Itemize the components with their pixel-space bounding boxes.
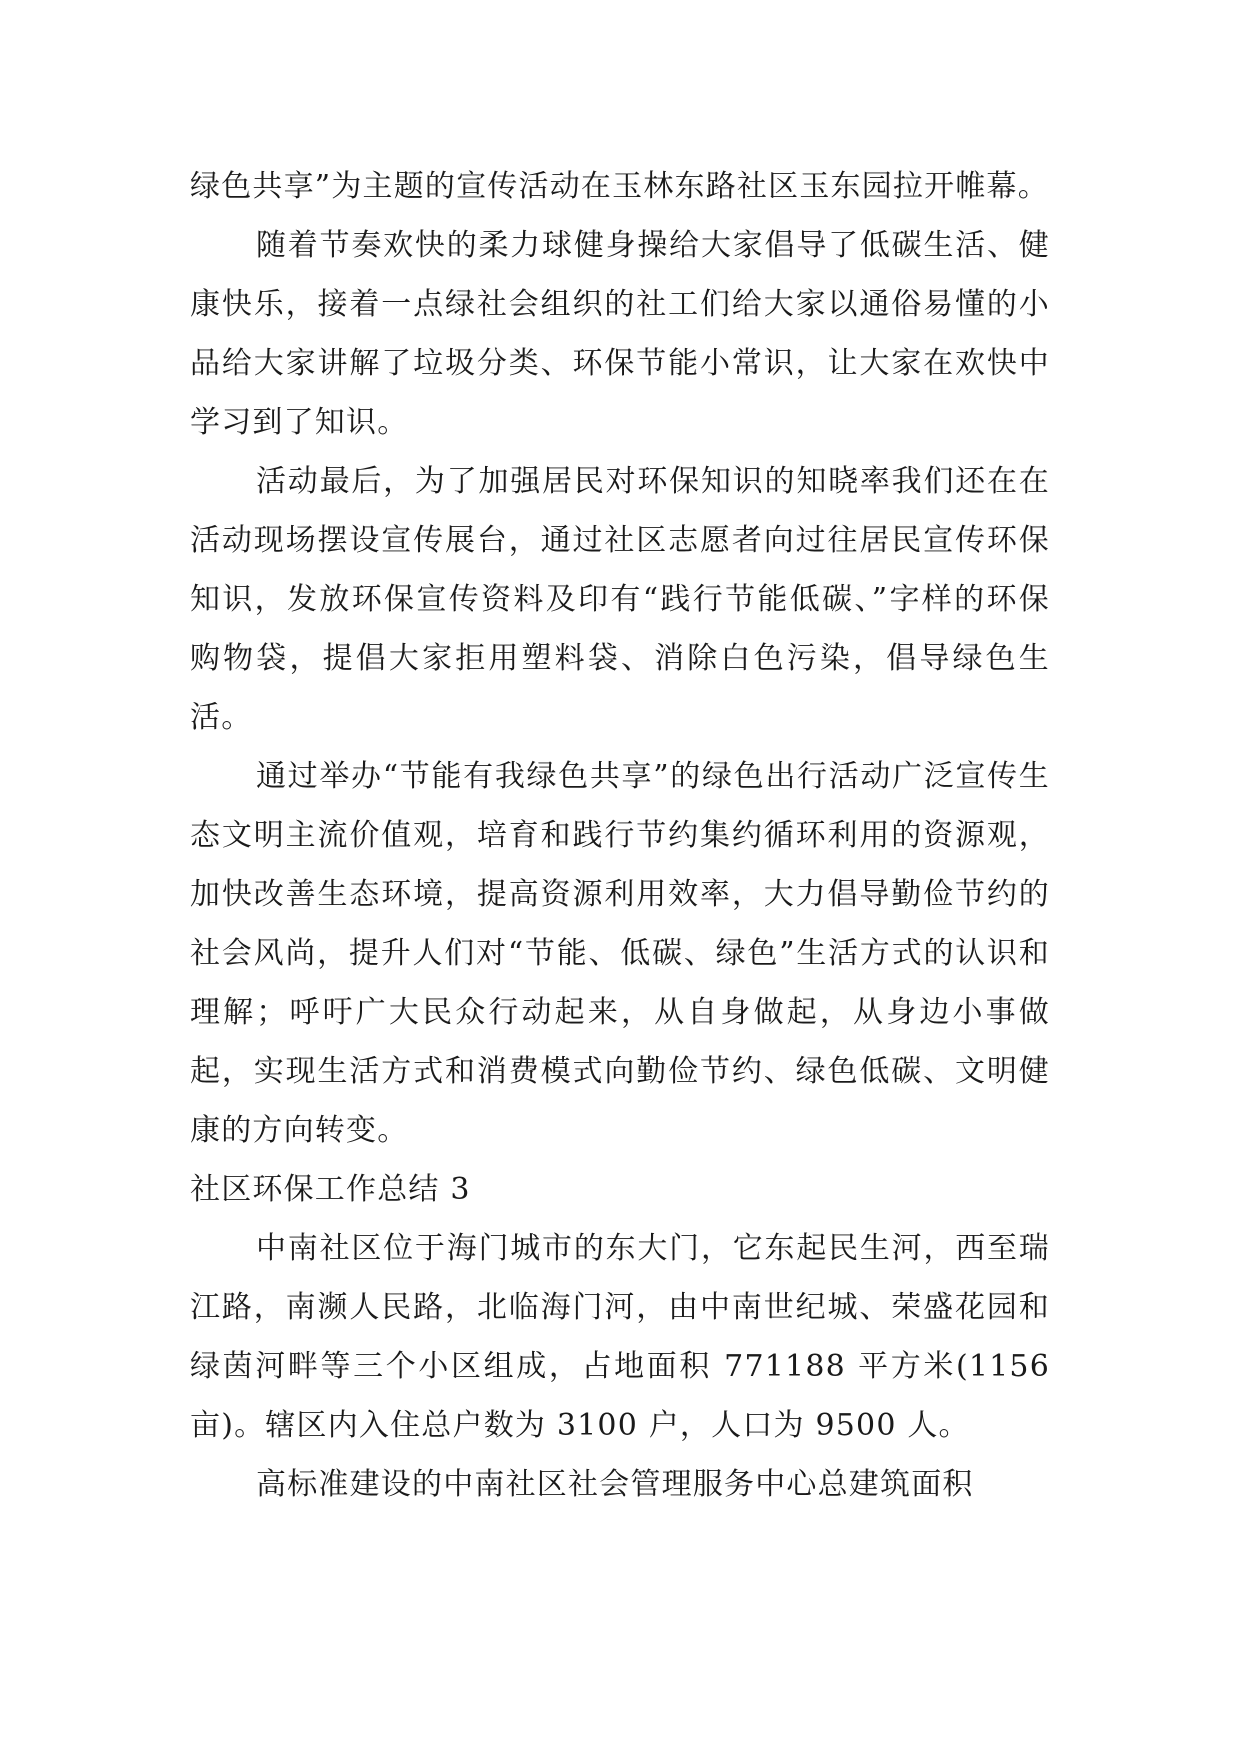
paragraph-continued: 绿色共享”为主题的宣传活动在玉林东路社区玉东园拉开帷幕。 [190, 169, 1049, 204]
paragraph-summary: 通过举办“节能有我绿色共享”的绿色出行活动广泛宣传生态文明主流价值观，培育和践行节约集约循环利用的资源观，加快改善生态环境，提高资源利用效率，大力倡导勤俭节约的社会风尚，提升人们对“节能、低碳、绿色”生活方式的认识和理解；呼吁广大民众行动起来，从自身做起，从身边小事做起，实现生活方式和消费模式向勤俭节约、绿色低碳、文明健康的方向转变。 [190, 759, 1050, 1148]
section-heading: 社区环保工作总结 3 [190, 1172, 471, 1207]
paragraph-service-center: 高标准建设的中南社区社会管理服务中心总建筑面积 [256, 1467, 974, 1502]
document-body [190, 157, 1050, 1514]
paragraph-community-intro: 中南社区位于海门城市的东大门，它东起民生河，西至瑞江路，南濒人民路，北临海门河，由中南世纪城、荣盛花园和绿茵河畔等三个小区组成，占地面积 771188 平方米(1156 亩)。辖区内入住总户数为 3100 户，人口为 9500 人。 [190, 1231, 1050, 1443]
paragraph-activity: 随着节奏欢快的柔力球健身操给大家倡导了低碳生活、健康快乐，接着一点绿社会组织的社工们给大家以通俗易懂的小品给大家讲解了垃圾分类、环保节能小常识，让大家在欢快中学习到了知识。 [190, 228, 1050, 440]
paragraph-closing-activity: 活动最后，为了加强居民对环保知识的知晓率我们还在在活动现场摆设宣传展台，通过社区志愿者向过往居民宣传环保知识，发放环保宣传资料及印有“践行节能低碳、”字样的环保购物袋，提倡大家拒用塑料袋、消除白色污染，倡导绿色生活。 [190, 464, 1050, 735]
